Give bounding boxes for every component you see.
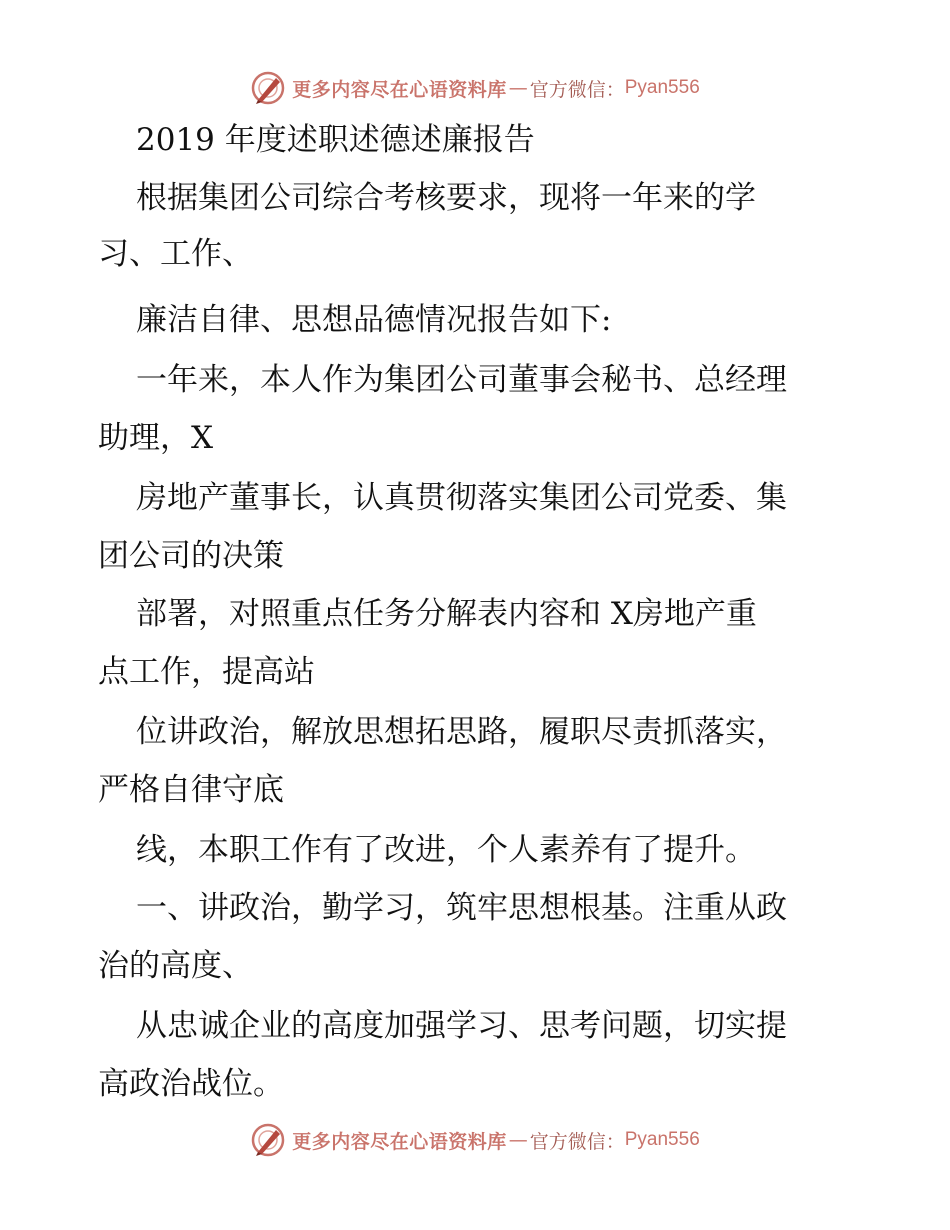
banner-dash: — xyxy=(508,1129,528,1151)
paragraph-line: 廉洁自律、思想品德情况报告如下: xyxy=(136,302,612,338)
banner-wechat-label: 官方微信： xyxy=(529,1130,625,1153)
pen-logo-icon xyxy=(250,70,286,106)
paragraph-line: 一年来，本人作为集团公司董事会秘书、总经理 xyxy=(136,362,787,398)
document-title: 2019 年度述职述德述廉报告 xyxy=(136,122,535,158)
watermark-banner-bottom xyxy=(0,1120,950,1160)
banner-main-text: 更多内容尽在心语资料库 xyxy=(292,1130,507,1153)
paragraph-line: 部署，对照重点任务分解表内容和 X房地产重 xyxy=(136,596,757,632)
paragraph-line: 习、工作、 xyxy=(98,236,253,272)
paragraph-line: 严格自律守底 xyxy=(98,772,284,808)
paragraph-line: 点工作，提高站 xyxy=(98,654,315,690)
paragraph-line: 从忠诚企业的高度加强学习、思考问题，切实提 xyxy=(136,1008,787,1044)
paragraph-line: 团公司的决策 xyxy=(98,538,284,574)
watermark-banner-top xyxy=(0,68,950,108)
paragraph-line: 助理，X xyxy=(98,420,214,456)
banner-wechat-label: 官方微信： xyxy=(529,78,625,101)
paragraph-line: 位讲政治，解放思想拓思路，履职尽责抓落实， xyxy=(136,714,787,750)
paragraph-line: 治的高度、 xyxy=(98,948,253,984)
banner-wechat-id: Pyan556 xyxy=(624,1129,700,1150)
paragraph-line: 线，本职工作有了改进，个人素养有了提升。 xyxy=(136,832,756,868)
banner-dash: — xyxy=(508,77,528,99)
paragraph-line: 房地产董事长，认真贯彻落实集团公司党委、集 xyxy=(136,480,787,516)
paragraph-line: 高政治战位。 xyxy=(98,1066,284,1102)
paragraph-line: 根据集团公司综合考核要求，现将一年来的学 xyxy=(136,180,756,216)
banner-main-text: 更多内容尽在心语资料库 xyxy=(292,78,507,101)
pen-logo-icon xyxy=(250,1122,286,1158)
banner-wechat-id: Pyan556 xyxy=(624,77,700,98)
section-heading-line: 一、讲政治，勤学习，筑牢思想根基。注重从政 xyxy=(136,890,787,926)
